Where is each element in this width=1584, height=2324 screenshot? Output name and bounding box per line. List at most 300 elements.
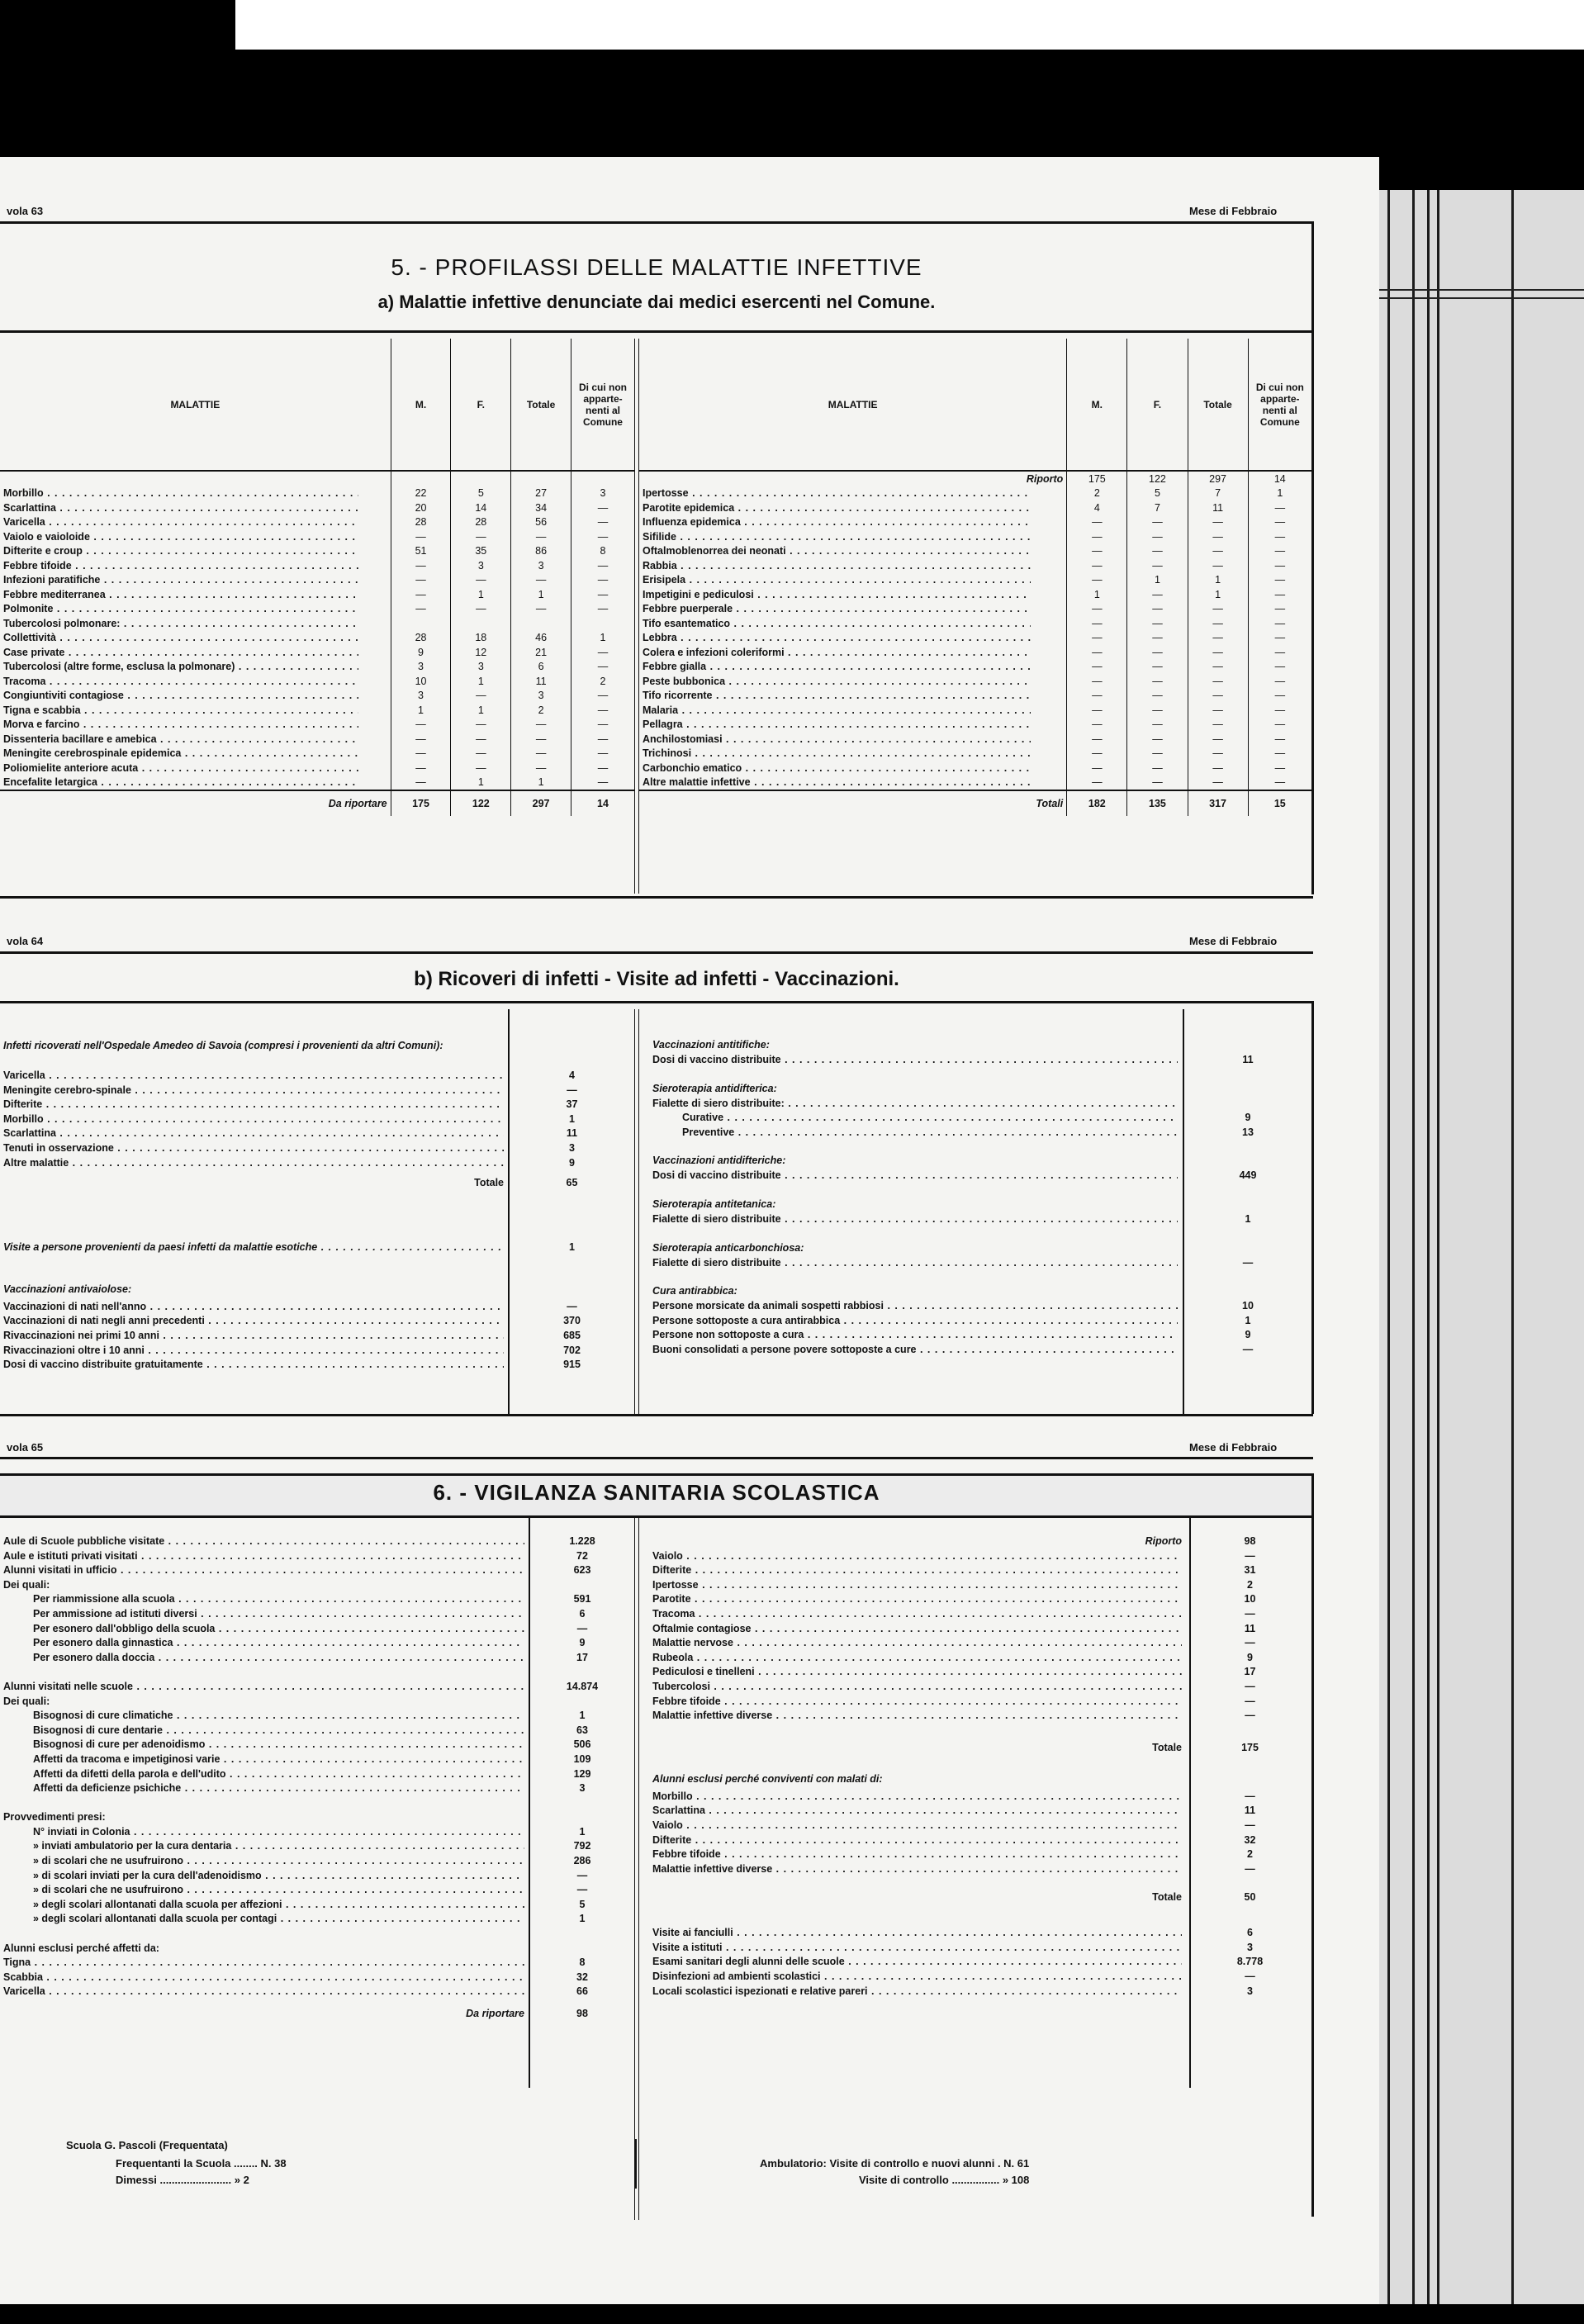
disease-label xyxy=(0,529,391,544)
item-label: Buoni consolidati a persone povere sottoposte a cure . . . xyxy=(652,1343,1178,1358)
disease-name: Varicella . . . xyxy=(3,516,358,528)
list-item xyxy=(0,1314,632,1329)
list-item xyxy=(0,1869,632,1884)
disease-label xyxy=(639,732,1067,747)
table-row xyxy=(0,689,634,704)
item-label: Bisognosi di cure dentarie . . . xyxy=(33,1724,524,1738)
item-label: Dosi di vaccino distribuite gratuitamente . . . xyxy=(3,1358,504,1373)
item-label: Totale xyxy=(474,1177,504,1189)
group-head: Cura antirabbica: xyxy=(652,1285,737,1297)
item-value: — xyxy=(576,1869,588,1881)
item-value: 6 xyxy=(1247,1927,1253,1939)
item-value: 13 xyxy=(1242,1126,1254,1138)
item-value: 1 xyxy=(579,1913,586,1925)
cell-n: — xyxy=(1248,718,1311,733)
item-label: » di scolari che ne usufruirono . . . xyxy=(33,1854,524,1869)
cell-n: 3 xyxy=(571,486,634,501)
item-label: Vaiolo . . . xyxy=(652,1549,1182,1564)
cell-t: 1 xyxy=(1188,573,1248,588)
disease-name: Encefalite letargica . . . xyxy=(3,776,358,788)
disease-name: Trichinosi . . . xyxy=(643,747,1031,759)
cell-n: — xyxy=(1248,602,1311,617)
list-item xyxy=(0,1985,632,1999)
table-a-top-rule xyxy=(0,330,1313,333)
cell-m: 20 xyxy=(391,500,451,515)
disease-name: Tubercolosi polmonare: . . . xyxy=(3,618,358,629)
footnote-left-2: Dimessi ........................ » 2 xyxy=(116,2174,249,2186)
item-label: Aule di Scuole pubbliche visitate . . . xyxy=(3,1534,524,1549)
cell-n: — xyxy=(571,573,634,588)
item-label: Affetti da tracoma e impetiginosi varie . . . xyxy=(33,1752,524,1767)
cell-n: — xyxy=(1248,645,1311,660)
item-value: 32 xyxy=(1244,1833,1256,1846)
disease-name: Rabbia . . . xyxy=(643,560,1031,572)
cell-m: — xyxy=(1067,573,1127,588)
disease-label xyxy=(0,544,391,559)
item-label: Malattie infettive diverse . . . xyxy=(652,1709,1182,1724)
sec5b-left-intro: Infetti ricoverati nell'Ospedale Amedeo di Savoia (compresi i provenienti da altri Comuni): xyxy=(3,1040,443,1051)
item-value: 1 xyxy=(1245,1212,1251,1225)
cell-m: — xyxy=(1067,660,1127,675)
cell-m: 28 xyxy=(391,631,451,646)
disease-name: Morbillo . . . xyxy=(3,487,358,499)
cell-n: — xyxy=(1248,573,1311,588)
list-item xyxy=(0,1942,632,1956)
list-item xyxy=(0,1971,632,1985)
item-label: Tigna . . . xyxy=(3,1956,524,1971)
list-item xyxy=(649,1651,1310,1666)
table-row xyxy=(0,500,634,515)
footnote-right-1: Ambulatorio: Visite di controllo e nuovi alunni . N. 61 xyxy=(760,2157,1030,2170)
col-m-r: M. xyxy=(1067,339,1127,471)
vacc-intro: Vaccinazioni antivaiolose: xyxy=(3,1283,132,1295)
disease-name: Polmonite . . . xyxy=(3,603,358,614)
table-row xyxy=(0,732,634,747)
cell-m: — xyxy=(1067,645,1127,660)
total-n: 15 xyxy=(1248,790,1311,816)
table-row xyxy=(0,674,634,689)
list-item xyxy=(649,1819,1310,1833)
cell-m: 28 xyxy=(391,515,451,530)
list-item xyxy=(0,1883,632,1898)
list-item xyxy=(649,1212,1310,1227)
cell-n: — xyxy=(571,515,634,530)
item-label: Per esonero dalla doccia . . . xyxy=(33,1651,524,1666)
cell-m: 2 xyxy=(1067,486,1127,501)
spacer xyxy=(649,1724,1310,1735)
cell-m: — xyxy=(1067,761,1127,775)
list-item xyxy=(649,1941,1310,1956)
item-value: 1 xyxy=(1245,1314,1251,1326)
cell-t: — xyxy=(1188,718,1248,733)
cell-m: — xyxy=(391,718,451,733)
month-label-65: Mese di Febbraio xyxy=(1189,1441,1278,1454)
list-item xyxy=(649,1169,1310,1183)
disease-name: Oftalmoblenorrea dei neonati . . . xyxy=(643,545,1031,557)
cell-t: — xyxy=(1188,703,1248,718)
cell-t: — xyxy=(1188,558,1248,573)
list-item xyxy=(0,1854,632,1869)
item-value: — xyxy=(576,1884,588,1896)
cell-t: 7 xyxy=(1188,486,1248,501)
cell-t: — xyxy=(1188,747,1248,761)
item-value: 702 xyxy=(563,1344,581,1356)
table-row xyxy=(639,747,1311,761)
item-value: 2 xyxy=(1247,1578,1253,1591)
item-value: 11 xyxy=(1242,1054,1254,1065)
item-value: 2 xyxy=(1247,1848,1253,1861)
disease-label xyxy=(0,645,391,660)
carry-f: 122 xyxy=(1127,471,1188,486)
table-row xyxy=(639,486,1311,501)
cell-m: 51 xyxy=(391,544,451,559)
list-item xyxy=(0,1839,632,1854)
table-row xyxy=(639,645,1311,660)
cell-n: — xyxy=(1248,529,1311,544)
book-page-edges xyxy=(1379,190,1584,2324)
disease-label xyxy=(639,775,1067,791)
spacer xyxy=(0,1796,632,1811)
item-label: Parotite . . . xyxy=(652,1592,1182,1607)
cell-m: — xyxy=(391,761,451,775)
total-m: 175 xyxy=(391,790,451,816)
item-value: 1 xyxy=(569,1112,575,1125)
item-value: 109 xyxy=(573,1752,591,1765)
col-non-resident-r: Di cui non apparte-nenti al Comune xyxy=(1248,339,1311,471)
cell-n: — xyxy=(571,732,634,747)
item-label: Rubeola . . . xyxy=(652,1651,1182,1666)
item-label: Morbillo . . . xyxy=(652,1790,1182,1805)
total-m: 182 xyxy=(1067,790,1127,816)
disease-label xyxy=(639,747,1067,761)
carry-label: Riporto xyxy=(1026,472,1064,485)
list-item xyxy=(0,1810,632,1825)
sec6-right-border xyxy=(1311,1473,1314,2217)
cell-m: — xyxy=(1067,775,1127,791)
cell-n: — xyxy=(571,587,634,602)
cell-t: 46 xyxy=(511,631,571,646)
list-item xyxy=(0,1141,632,1156)
cell-t: 1 xyxy=(1188,587,1248,602)
disease-label xyxy=(639,486,1067,501)
cell-f: 1 xyxy=(451,703,511,718)
cell-t: — xyxy=(1188,602,1248,617)
disease-name: Impetigini e pediculosi . . . xyxy=(643,589,1031,600)
table-row xyxy=(639,703,1311,718)
cell-t: — xyxy=(511,718,571,733)
cell-t: — xyxy=(1188,689,1248,704)
total-f: 135 xyxy=(1127,790,1188,816)
item-value: 98 xyxy=(576,2008,588,2019)
item-value: — xyxy=(1245,1862,1255,1875)
item-label: Altre malattie . . . xyxy=(3,1156,504,1171)
cell-n: — xyxy=(1248,515,1311,530)
item-label: Bisognosi di cure climatiche . . . xyxy=(33,1709,524,1724)
disease-name: Congiuntiviti contagiose . . . xyxy=(3,690,358,701)
cell-n: — xyxy=(1248,660,1311,675)
sec5b-table-top xyxy=(0,1001,1313,1003)
item-value: 50 xyxy=(1244,1891,1256,1904)
table-ref-63: vola 63 xyxy=(7,205,44,217)
total-row xyxy=(639,790,1311,816)
cell-f: — xyxy=(1127,660,1188,675)
item-label: Da riportare xyxy=(466,2008,524,2019)
cell-m: — xyxy=(1067,544,1127,559)
cell-m: — xyxy=(1067,602,1127,617)
table-row xyxy=(639,674,1311,689)
item-label: Difterite . . . xyxy=(652,1833,1182,1848)
item-value: — xyxy=(567,1300,577,1312)
list-item xyxy=(649,1126,1310,1141)
sec5b-right-block xyxy=(649,1039,1310,1358)
list-item xyxy=(649,1343,1310,1358)
disease-label xyxy=(0,500,391,515)
disease-label xyxy=(639,645,1067,660)
list-item xyxy=(0,1622,632,1637)
cell-t: 1 xyxy=(511,587,571,602)
sec5b-left-block xyxy=(0,1039,632,1373)
item-value: 1 xyxy=(579,1710,586,1722)
cell-m: — xyxy=(1067,689,1127,704)
table-row xyxy=(639,631,1311,646)
table-row xyxy=(639,500,1311,515)
disease-name: Vaiolo e vaioloide . . . xyxy=(3,531,358,543)
table-row xyxy=(0,573,634,588)
disease-label xyxy=(0,660,391,675)
cell-n: — xyxy=(571,775,634,791)
item-value: 65 xyxy=(566,1177,578,1189)
item-label: Riporto xyxy=(1145,1535,1182,1547)
disease-label xyxy=(639,703,1067,718)
item-label: Tracoma . . . xyxy=(652,1607,1182,1622)
item-value: 11 xyxy=(566,1127,578,1140)
table-row xyxy=(0,486,634,501)
sec5b-right-border xyxy=(1311,1001,1314,1414)
cell-n: — xyxy=(571,718,634,733)
item-value: 11 xyxy=(1244,1805,1256,1817)
disease-label xyxy=(0,486,391,501)
disease-label xyxy=(0,718,391,733)
item-label: Aule e istituti privati visitati . . . xyxy=(3,1549,524,1564)
disease-name: Febbre mediterranea . . . xyxy=(3,589,358,600)
item-value: 4 xyxy=(569,1070,575,1081)
disease-name: Difterite e croup . . . xyxy=(3,545,358,557)
spacer xyxy=(649,1876,1310,1885)
table-row xyxy=(0,747,634,761)
list-item xyxy=(0,1156,632,1171)
item-label: Persone morsicate da animali sospetti rabbiosi . . . xyxy=(652,1299,1178,1314)
cell-n: 2 xyxy=(571,674,634,689)
list-item xyxy=(0,1607,632,1622)
visits-row xyxy=(0,1240,632,1255)
list-item xyxy=(0,1329,632,1344)
item-value: 14.874 xyxy=(566,1680,599,1692)
col-non-resident: Di cui non apparte-nenti al Comune xyxy=(571,339,634,471)
sec5b-rule xyxy=(0,951,1313,954)
item-value: — xyxy=(567,1084,577,1096)
table-row xyxy=(0,602,634,617)
list-item xyxy=(649,1847,1310,1862)
item-label: Esami sanitari degli alunni delle scuole . . . xyxy=(652,1955,1182,1970)
list-item xyxy=(649,1563,1310,1578)
item-value: 623 xyxy=(573,1564,591,1577)
cell-n: — xyxy=(1248,587,1311,602)
table-row xyxy=(639,573,1311,588)
cell-f: — xyxy=(451,747,511,761)
total-f: 122 xyxy=(451,790,511,816)
cell-n: — xyxy=(1248,689,1311,704)
cell-n: — xyxy=(1248,732,1311,747)
cell-t: 1 xyxy=(511,775,571,791)
cell-t: 3 xyxy=(511,558,571,573)
col-m: M. xyxy=(391,339,451,471)
table-row xyxy=(639,558,1311,573)
item-label: Scabbia . . . xyxy=(3,1971,524,1985)
cell-m: 4 xyxy=(1067,500,1127,515)
cell-f: — xyxy=(1127,631,1188,646)
cell-f: — xyxy=(451,529,511,544)
item-value: 3 xyxy=(569,1141,575,1154)
item-value: 10 xyxy=(1244,1593,1256,1605)
list-item xyxy=(0,1695,632,1710)
list-item xyxy=(0,1912,632,1927)
cell-n xyxy=(571,616,634,631)
item-label: Vaccinazioni di nati negli anni precedenti . . . xyxy=(3,1314,504,1329)
disease-label xyxy=(0,587,391,602)
item-label: Difterite . . . xyxy=(3,1098,504,1112)
cell-t: — xyxy=(511,573,571,588)
item-value: 3 xyxy=(1247,1985,1253,1997)
cell-n: 1 xyxy=(571,631,634,646)
disease-name: Pellagra . . . xyxy=(643,719,1031,730)
item-label: Alunni visitati nelle scuole . . . xyxy=(3,1680,524,1695)
list-item xyxy=(649,1926,1310,1941)
disease-label xyxy=(0,573,391,588)
list-item xyxy=(649,1636,1310,1651)
item-value: — xyxy=(1245,1710,1255,1722)
cell-n: — xyxy=(571,703,634,718)
cell-m: — xyxy=(391,573,451,588)
item-value: — xyxy=(1245,1680,1255,1692)
total-row xyxy=(0,1170,632,1195)
table-row xyxy=(0,775,634,791)
disease-name: Lebbra . . . xyxy=(643,632,1031,643)
cell-m: — xyxy=(1067,515,1127,530)
disease-name: Febbre gialla . . . xyxy=(643,661,1031,672)
item-value: 286 xyxy=(573,1855,591,1867)
table-row xyxy=(639,775,1311,791)
table-a-right-border xyxy=(1311,221,1314,894)
item-value: 792 xyxy=(573,1840,591,1852)
sec6-divider xyxy=(634,1518,639,2220)
header-rule xyxy=(0,221,1313,224)
total-label: Totali xyxy=(639,790,1067,816)
spacer xyxy=(0,1255,632,1283)
item-value: — xyxy=(1242,1343,1254,1355)
disease-name: Ipertosse . . . xyxy=(643,487,1031,499)
item-value: 915 xyxy=(563,1359,581,1371)
list-item xyxy=(649,1709,1310,1724)
cell-t: — xyxy=(1188,761,1248,775)
section-6-title: 6. - VIGILANZA SANITARIA SCOLASTICA xyxy=(433,1480,880,1505)
item-value: 1 xyxy=(569,1241,575,1254)
list-item xyxy=(0,1709,632,1724)
table-row xyxy=(639,761,1311,775)
item-label: Ipertosse . . . xyxy=(652,1578,1182,1593)
item-value: 9 xyxy=(1245,1329,1251,1341)
item-value: 9 xyxy=(1245,1112,1251,1124)
disease-label xyxy=(0,775,391,791)
list-item xyxy=(0,1636,632,1651)
col-total: Totale xyxy=(511,339,571,471)
list-item xyxy=(649,1680,1310,1695)
item-value: — xyxy=(1245,1549,1255,1562)
carry-m: 175 xyxy=(1067,471,1127,486)
disease-label xyxy=(639,529,1067,544)
cell-m: 22 xyxy=(391,486,451,501)
cell-f: 1 xyxy=(1127,573,1188,588)
total-t: 317 xyxy=(1188,790,1248,816)
table-row xyxy=(639,660,1311,675)
cell-t: — xyxy=(1188,616,1248,631)
month-label: Mese di Febbraio xyxy=(1189,205,1278,217)
table-row xyxy=(0,703,634,718)
item-label: Dosi di vaccino distribuite . . . xyxy=(652,1169,1178,1183)
item-label: Morbillo . . . xyxy=(3,1112,504,1127)
table-ref-65: vola 65 xyxy=(7,1441,44,1454)
table-a-left xyxy=(0,339,634,816)
footnote-divider xyxy=(634,2139,637,2189)
item-label: N° inviati in Colonia . . . xyxy=(33,1825,524,1840)
cell-f: — xyxy=(1127,558,1188,573)
list-item xyxy=(0,1344,632,1359)
section-5-title: 5. - PROFILASSI DELLE MALATTIE INFETTIVE xyxy=(391,254,922,280)
disease-name: Erisipela . . . xyxy=(643,574,1031,586)
cell-m: — xyxy=(391,775,451,791)
item-value: 63 xyxy=(576,1724,588,1736)
disease-name: Febbre puerperale . . . xyxy=(643,603,1031,614)
cell-f: 1 xyxy=(451,674,511,689)
table-row xyxy=(639,544,1311,559)
list-item xyxy=(0,1578,632,1593)
cell-f: — xyxy=(451,761,511,775)
list-item xyxy=(649,1578,1310,1593)
footnote-left-title: Scuola G. Pascoli (Frequentata) xyxy=(66,2139,228,2151)
table-row xyxy=(0,645,634,660)
group-head: Sieroterapia antidifterica: xyxy=(652,1082,777,1094)
cell-m: — xyxy=(1067,558,1127,573)
cell-n: — xyxy=(1248,544,1311,559)
disease-name: Carbonchio ematico . . . xyxy=(643,762,1031,774)
cell-m: — xyxy=(1067,718,1127,733)
col-disease: MALATTIE xyxy=(0,339,391,471)
item-value: 9 xyxy=(569,1156,575,1169)
item-label: Visite a persone provenienti da paesi infetti da malattie esotiche . . . xyxy=(3,1240,504,1255)
cell-n: — xyxy=(1248,500,1311,515)
list-item xyxy=(649,1607,1310,1622)
disease-label xyxy=(639,689,1067,704)
item-label: Persone sottoposte a cura antirabbica . . . xyxy=(652,1314,1178,1329)
item-value: 10 xyxy=(1242,1300,1254,1312)
disease-name: Poliomielite anteriore acuta . . . xyxy=(3,762,358,774)
list-item xyxy=(0,1825,632,1840)
item-label: Rivaccinazioni nei primi 10 anni . . . xyxy=(3,1329,504,1344)
cell-n: — xyxy=(571,747,634,761)
item-label: Vaccinazioni di nati nell'anno . . . xyxy=(3,1300,504,1315)
cell-m: 10 xyxy=(391,674,451,689)
cell-m xyxy=(391,616,451,631)
cell-n: — xyxy=(1248,747,1311,761)
